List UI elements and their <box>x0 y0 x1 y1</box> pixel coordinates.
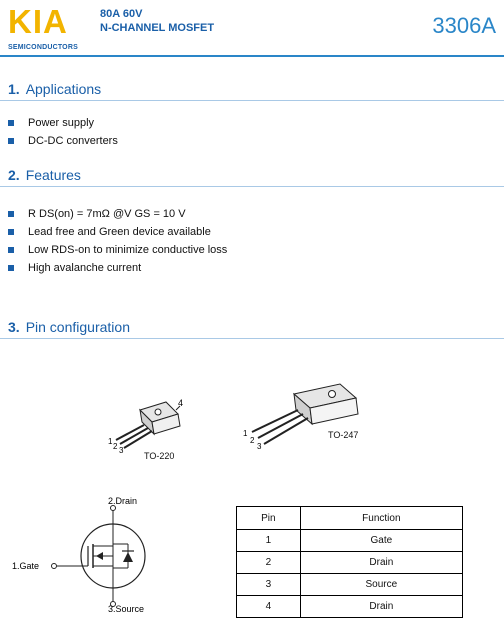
header-rule <box>0 55 504 57</box>
part-number: 3306A <box>432 13 496 38</box>
bullet-square-icon <box>8 211 14 217</box>
to220-pin-1: 1 <box>108 437 113 446</box>
source-label: 3.Source <box>108 604 145 614</box>
pin-column-header: Pin <box>237 507 301 530</box>
features-title: Features <box>25 167 81 183</box>
body-arrow-icon <box>96 552 103 560</box>
features-number: 2. <box>8 167 20 183</box>
gate-terminal <box>52 564 57 569</box>
pin-config-rule <box>0 338 504 339</box>
pin-cell: 4 <box>237 596 301 618</box>
logo-subtitle: SEMICONDUCTORS <box>8 44 78 51</box>
drain-label: 2.Drain <box>108 496 138 506</box>
pin-cell: 3 <box>237 574 301 596</box>
applications-rule <box>0 100 504 101</box>
applications-list <box>8 114 118 150</box>
list-item: R DS(on) = 7mΩ @V GS = 10 V <box>8 205 227 223</box>
features-heading <box>8 167 81 183</box>
function-cell: Source <box>300 574 462 596</box>
list-item: DC-DC converters <box>8 132 118 150</box>
bullet-square-icon <box>8 265 14 271</box>
to247-pin-1: 1 <box>243 429 248 438</box>
to247-package-drawing <box>236 380 366 452</box>
pin-cell: 1 <box>237 530 301 552</box>
pin-config-number: 3. <box>8 319 20 335</box>
bullet-square-icon <box>8 229 14 235</box>
table-row <box>237 574 463 596</box>
to220-label: TO-220 <box>144 451 175 461</box>
bullet-square-icon <box>8 120 14 126</box>
to220-mount-hole <box>155 409 161 415</box>
pin-function-table <box>236 506 463 618</box>
applications-title: Applications <box>25 81 102 97</box>
function-cell: Drain <box>300 596 462 618</box>
function-cell: Drain <box>300 552 462 574</box>
function-cell: Gate <box>300 530 462 552</box>
table-header-row <box>237 507 463 530</box>
to220-pin-3: 3 <box>119 446 124 455</box>
applications-number: 1. <box>8 81 20 97</box>
diode-icon <box>123 552 133 562</box>
list-item: Power supply <box>8 114 118 132</box>
to247-label: TO-247 <box>328 430 359 440</box>
bullet-square-icon <box>8 247 14 253</box>
kia-logo: KIA <box>8 3 68 40</box>
features-list <box>8 205 227 277</box>
table-row <box>237 530 463 552</box>
to247-pin-2: 2 <box>250 436 255 445</box>
to247-pin-3: 3 <box>257 442 262 451</box>
gate-label: 1.Gate <box>12 561 40 571</box>
rating-line-1: 80A 60V <box>100 8 143 20</box>
to220-tab-number: 4 <box>178 398 184 408</box>
list-item: Lead free and Green device available <box>8 223 227 241</box>
pin-config-title: Pin configuration <box>25 319 130 335</box>
to220-pin-2: 2 <box>113 442 118 451</box>
mosfet-schematic <box>10 494 160 616</box>
drain-terminal <box>111 506 116 511</box>
applications-heading <box>8 81 101 97</box>
device-rating <box>100 7 214 35</box>
list-item: High avalanche current <box>8 259 227 277</box>
function-column-header: Function <box>300 507 462 530</box>
rating-line-2: N-CHANNEL MOSFET <box>100 22 215 34</box>
table-row <box>237 552 463 574</box>
bullet-square-icon <box>8 138 14 144</box>
table-row <box>237 596 463 618</box>
list-item: Low RDS-on to minimize conductive loss <box>8 241 227 259</box>
to247-mount-hole <box>329 391 336 398</box>
pin-cell: 2 <box>237 552 301 574</box>
features-rule <box>0 186 504 187</box>
pin-config-heading <box>8 319 130 335</box>
